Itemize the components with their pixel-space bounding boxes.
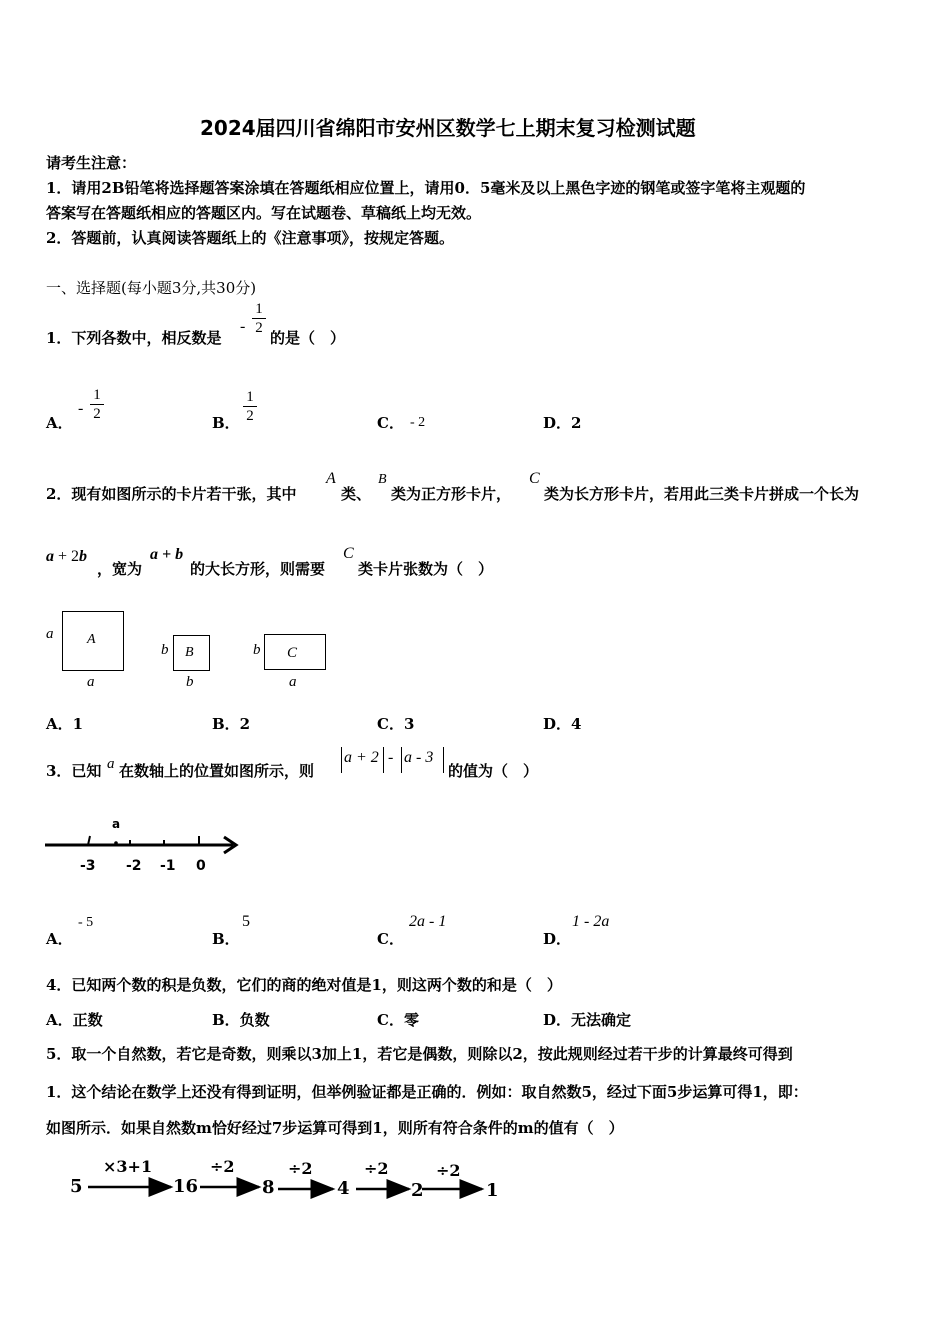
q3-option-b-value: 5 [242,913,250,930]
q1-frac-den: 2 [252,318,266,337]
q2-var-c2: C [343,545,354,562]
notice-heading: 请考生注意： [46,154,137,172]
q4-option-d: D．无法确定 [543,1011,632,1029]
q4-option-c: C．零 [377,1011,419,1029]
q2-option-b: B．2 [212,715,251,733]
q3-stem-b: 在数轴上的位置如图所示，则 [119,762,315,780]
q3-option-b-label: B． [212,930,240,948]
chain-number-4: 2 [411,1180,424,1201]
chain-op-1: ×3+1 [103,1157,153,1176]
chain-op-5: ÷2 [436,1161,461,1180]
q3-option-d-value: 1 - 2a [572,913,610,930]
chain-op-3: ÷2 [288,1159,313,1178]
q1-stem-b: 的是（ ） [270,329,346,347]
q1-option-a-label: A． [46,414,73,432]
q5-line-1: 5．取一个自然数，若它是奇数，则乘以3加上1，若它是偶数，则除以2，按此规则经过若干步的计算最终可得到 [46,1045,793,1063]
q2-width-expr: a + b [150,546,184,563]
notice-line-1: 1．请用2B铅笔将选择题答案涂填在答题纸相应位置上，请用0．5毫米及以上黑色字迹的钢笔或签字笔将主观题的 [46,179,806,197]
abs-bar-2-right [443,747,444,773]
abs-bar-1-right [383,747,384,773]
q2-stem-c: 类为正方形卡片， [391,485,512,503]
number-line [40,812,250,882]
q2-option-c: C．3 [377,715,415,733]
q1-option-c-label: C． [377,414,404,432]
chain-number-2: 8 [262,1177,275,1198]
point-a [114,841,118,845]
q2-var-a: A [326,470,336,487]
q1-option-c-value: - 2 [410,415,426,430]
q1-option-b-den: 2 [243,406,257,425]
q5-line-3: 如图所示．如果自然数m恰好经过7步运算可得到1，则所有符合条件的m的值有（ ） [46,1119,624,1137]
q4-option-b: B．负数 [212,1011,270,1029]
page-title: 2024届四川省绵阳市安州区数学七上期末复习检测试题 [200,116,696,140]
q4-option-a: A．正数 [46,1011,103,1029]
abs-bar-1-left [341,747,342,773]
notice-line-2: 答案写在答题纸相应的答题区内。写在试题卷、草稿纸上均无效。 [46,204,482,222]
q5-line-2: 1．这个结论在数学上还没有得到证明，但举例验证都是正确的．例如：取自然数5，经过下面5步运算可得1，即： [46,1083,808,1101]
q2-option-a: A．1 [46,715,84,733]
card-b-side-label: b [161,642,169,658]
q1-frac-num: 1 [255,301,263,317]
q2-stem-d: 类为长方形卡片，若用此三类卡片拼成一个长为 [544,485,860,503]
section-heading: 一、选择题(每小题3分,共30分) [46,279,257,297]
q3-expr1: a + 2 [344,749,379,766]
abs-bar-2-left [401,747,402,773]
card-a-label: A [87,632,96,647]
q3-option-c-value: 2a - 1 [409,913,447,930]
q2-var-c: C [529,470,540,487]
q1-option-b-fraction [243,388,257,425]
q2-len-b: b [79,548,88,565]
chain-number-0: 5 [70,1176,83,1197]
number-line-label-zero: 0 [196,858,206,874]
q2-stem-f: 的大长方形，则需要 [190,560,326,578]
card-a-side-label: a [46,626,54,642]
q3-option-c-label: C． [377,930,404,948]
card-c-bottom-label: a [289,674,297,690]
q3-stem-a: 3．已知 [46,762,102,780]
q4-stem: 4．已知两个数的积是负数，它们的商的绝对值是1，则这两个数的和是（ ） [46,976,562,994]
chain-number-1: 16 [173,1176,199,1197]
q3-option-a-value: - 5 [78,915,94,930]
q1-option-a-den: 2 [90,404,104,423]
q1-option-a-num: 1 [93,387,101,403]
card-a-bottom-label: a [87,674,95,690]
q1-option-b-num: 1 [246,389,254,405]
q2-len-plus: + 2 [54,548,80,565]
card-c-side-label: b [253,642,261,658]
q2-var-b: B [378,472,387,487]
q3-minus: - [388,749,394,766]
chain-op-4: ÷2 [364,1159,389,1178]
q3-var-a: a [107,756,115,772]
q2-length-expr [46,546,87,566]
notice-line-3: 2．答题前，认真阅读答题纸上的《注意事项》，按规定答题。 [46,229,454,247]
card-b-label: B [185,645,194,660]
chain-op-2: ÷2 [210,1157,235,1176]
q2-len-a: a [46,548,54,565]
q3-stem-c: 的值为（ ） [448,762,539,780]
q1-fraction [252,300,266,337]
number-line-point-label: a [112,817,121,831]
q3-expr2: a - 3 [404,749,434,766]
q1-option-d: D．2 [543,414,582,432]
q2-stem-g: 类卡片张数为（ ） [358,560,494,578]
q1-frac-sign: - [240,318,246,335]
number-line-label-minus-2: -2 [126,858,142,874]
card-b-bottom-label: b [186,674,194,690]
q2-option-d: D．4 [543,715,582,733]
number-line-label-minus-1: -1 [160,858,176,874]
q1-option-b-label: B． [212,414,240,432]
chain-number-5: 1 [486,1180,499,1201]
q1-option-a-sign: - [78,400,84,417]
q3-option-d-label: D． [543,930,572,948]
q1-option-a-fraction [90,386,104,423]
chain-number-3: 4 [337,1178,350,1199]
q3-option-a-label: A． [46,930,73,948]
number-line-label-minus-3: -3 [80,858,96,874]
q1-stem-a: 1．下列各数中，相反数是 [46,329,222,347]
q2-stem-e: ，宽为 [97,560,143,578]
card-c-label: C [287,645,298,661]
q2-stem-a: 2．现有如图所示的卡片若干张，其中 [46,485,297,503]
q2-stem-b: 类、 [341,485,372,503]
